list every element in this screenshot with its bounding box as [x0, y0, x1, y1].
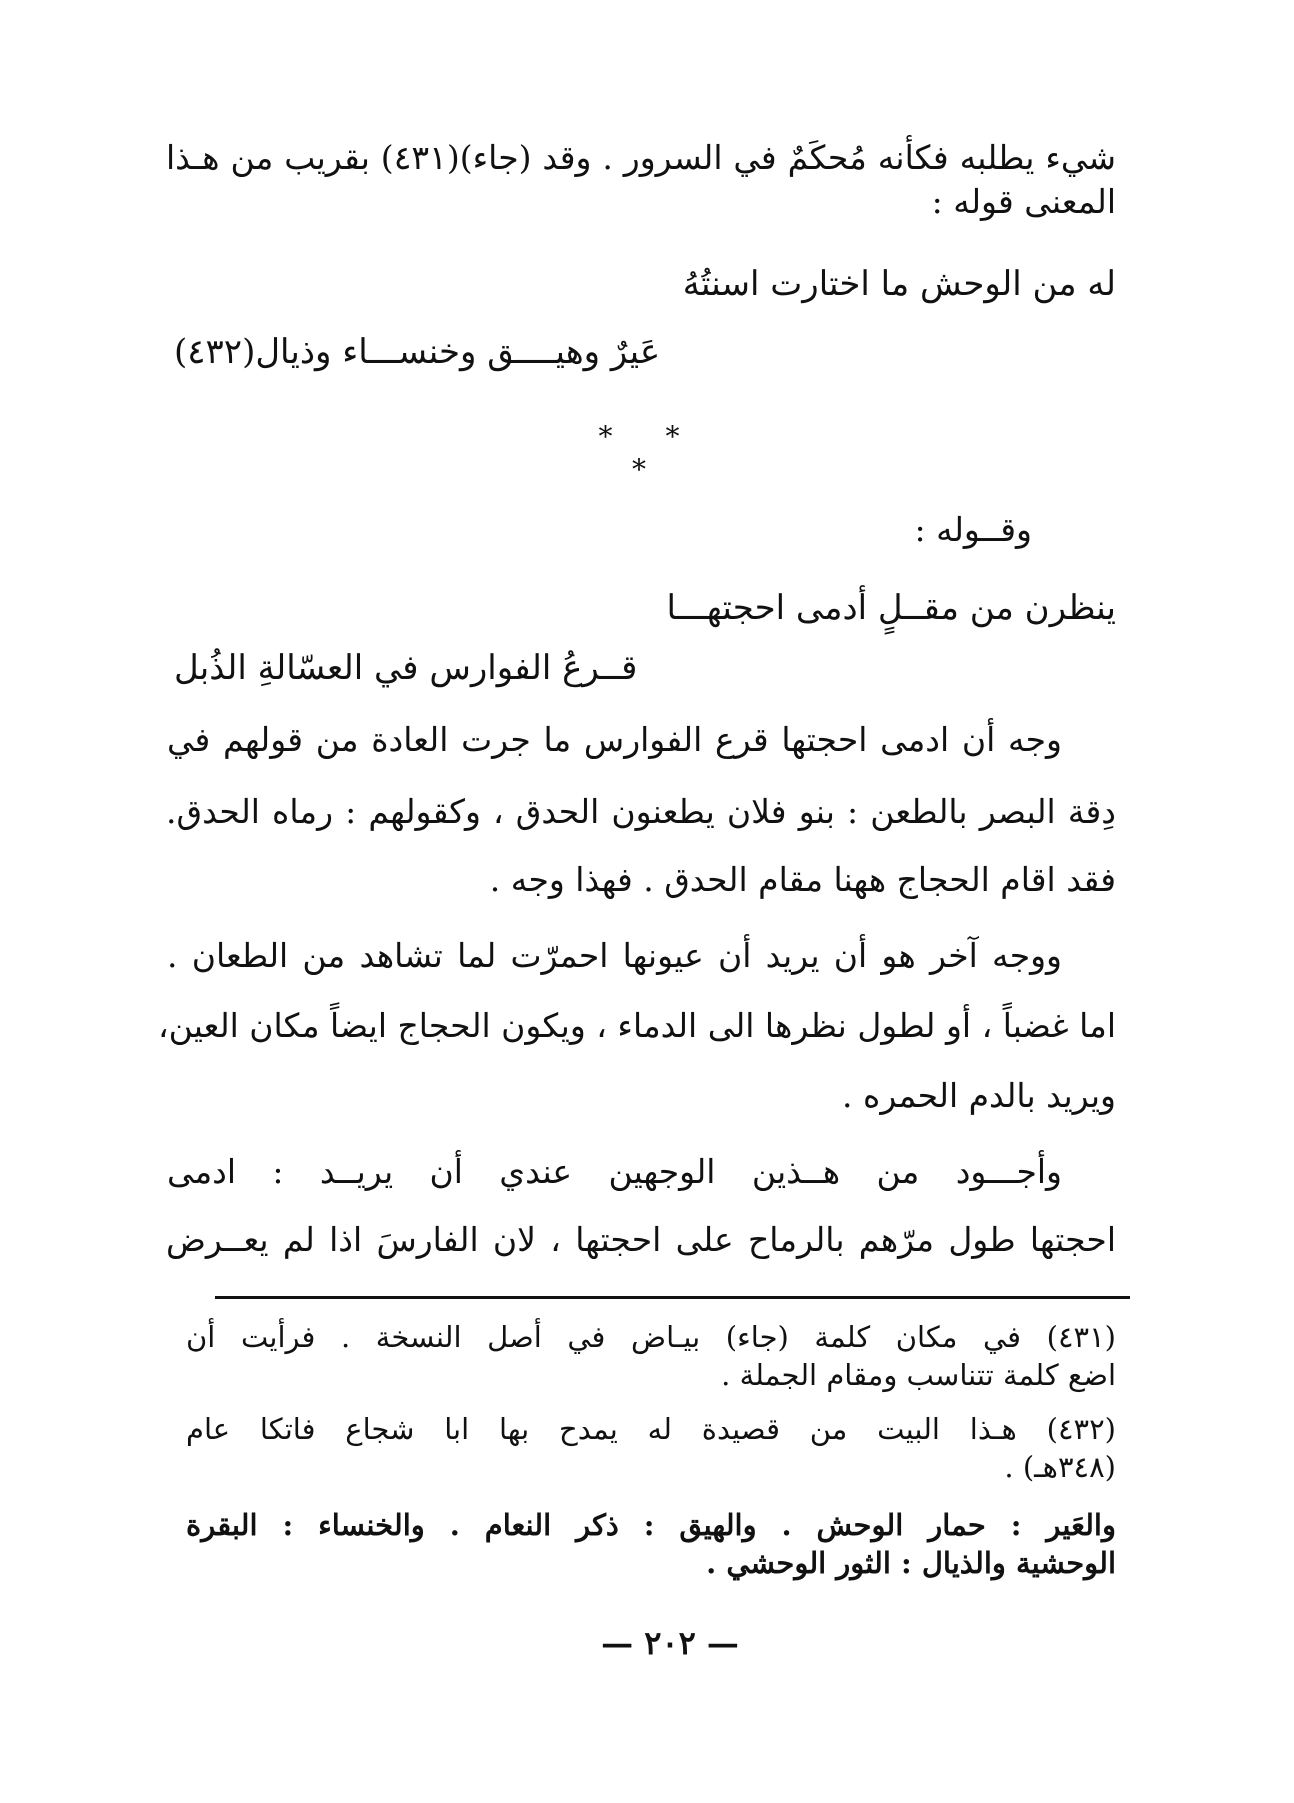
verse-1-second-hemistich: عَيرٌ وهيــــق وخنســـاء وذيال(٤٣٢)	[174, 332, 661, 372]
paragraph-4-line-1: وأجـــود من هــذين الوجهين عندي أن يريــد : ادمى	[167, 1152, 1062, 1191]
paragraph-3-line-1: ووجه آخر هو أن يريد أن عيونها احمرّت لما تشاهد من الطعان .	[167, 936, 1062, 975]
footnote-432-line-2: (٣٤٨هـ) .	[1004, 1450, 1116, 1484]
verse-2-first-hemistich: ينظرن من مقــلٍ أدمى احجتهـــا	[666, 588, 1116, 628]
paragraph-4-line-2: احجتها طول مرّهم بالرماح على احجتها ، لان الفارسَ اذا لم يعــرض	[166, 1220, 1116, 1259]
footnote-gloss-line-1: والعَير : حمار الوحش . والهيق : ذكر النعام . والخنساء : البقرة	[186, 1508, 1116, 1542]
intro-line: وقــوله :	[914, 510, 1032, 549]
page-number: — ٢٠٢ —	[601, 1624, 739, 1662]
section-separator: * * *	[598, 420, 702, 486]
footnote-divider	[215, 1296, 1130, 1299]
paragraph-3-line-3: ويريد بالدم الحمره .	[842, 1076, 1116, 1115]
footnote-431-line-2: اضع كلمة تتناسب ومقام الجملة .	[721, 1358, 1116, 1392]
paragraph-2-line-3: فقد اقام الحجاج ههنا مقام الحدق . فهذا وجه .	[489, 860, 1116, 899]
paragraph-1-line-1: شيء يطلبه فكأنه مُحكَمٌ في السرور . وقد (جاء)(٤٣١) بقريب من هـذا	[166, 138, 1116, 177]
verse-1-first-hemistich: له من الوحش ما اختارت اسنتُهُ	[682, 264, 1116, 304]
paragraph-1-line-2: المعنى قوله :	[931, 182, 1116, 221]
paragraph-2-line-1: وجه أن ادمى احجتها قرع الفوارس ما جرت العادة من قولهم في	[167, 720, 1062, 759]
footnote-431-line-1: (٤٣١) في مكان كلمة (جاء) بيـاض في أصل النسخة . فرأيت أن	[186, 1320, 1116, 1354]
footnote-432-line-1: (٤٣٢) هـذا البيت من قصيدة له يمدح بها ابا شجاع فاتكا عام	[186, 1412, 1116, 1446]
footnote-gloss-line-2: الوحشية والذيال : الثور الوحشي .	[706, 1546, 1116, 1580]
paragraph-3-line-2: اما غضباً ، أو لطول نظرها الى الدماء ، ويكون الحجاج ايضاً مكان العين،	[157, 1006, 1116, 1045]
verse-2-second-hemistich: قــرعُ الفوارس في العسّالةِ الذُبل	[174, 648, 638, 688]
paragraph-2-line-2: دِقة البصر بالطعن : بنو فلان يطعنون الحدق ، وكقولهم : رماه الحدق.	[166, 792, 1116, 831]
